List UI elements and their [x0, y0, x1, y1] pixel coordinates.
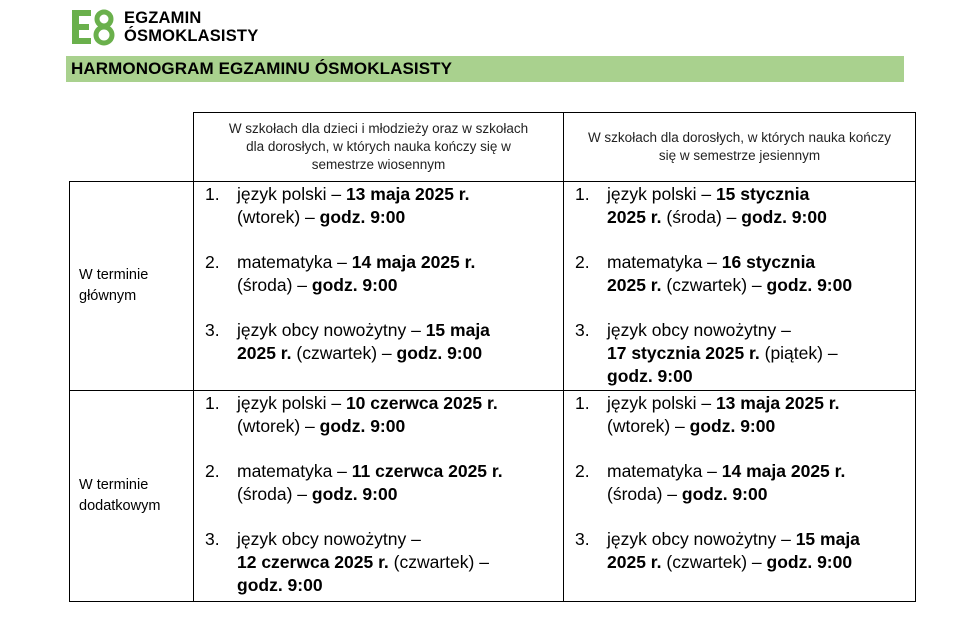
column-header-autumn: W szkołach dla dorosłych, w których nauka kończy się w semestrze jesiennym: [564, 113, 916, 182]
page-title: HARMONOGRAM EGZAMINU ÓSMOKLASISTY: [71, 59, 453, 78]
list-item: 3. język obcy nowożytny – 15 maja 2025 r. (czwartek) – godz. 9:00: [205, 320, 490, 363]
list-item: 1. język polski – 15 stycznia 2025 r. (środa) – godz. 9:00: [575, 184, 827, 227]
list-item: 3. język obcy nowożytny – 17 stycznia 2025 r. (piątek) – godz. 9:00: [575, 320, 838, 386]
logo-text: [124, 9, 258, 45]
column-header-spring: W szkołach dla dzieci i młodzieży oraz w szkołach dla dorosłych, w których nauka kończy się w semestrze wiosennym: [194, 113, 564, 182]
table-row: [70, 182, 916, 391]
additional-spring-cell: [194, 391, 564, 602]
list-item: 2. matematyka – 14 maja 2025 r. (środa) – godz. 9:00: [575, 461, 846, 504]
list-item: 1. język polski – 13 maja 2025 r. (wtorek) – godz. 9:00: [575, 393, 840, 436]
list-item: 1. język polski – 13 maja 2025 r. (wtorek) – godz. 9:00: [205, 184, 470, 227]
additional-autumn-cell: [564, 391, 916, 602]
e8-logo-icon: [70, 8, 118, 46]
main-spring-cell: [194, 182, 564, 391]
list-item: 3. język obcy nowożytny – 12 czerwca 2025 r. (czwartek) – godz. 9:00: [205, 529, 489, 595]
list-item: 2. matematyka – 16 stycznia 2025 r. (czwartek) – godz. 9:00: [575, 252, 853, 295]
row-label-main: W terminie głównym: [70, 182, 194, 391]
list-item: 1. język polski – 10 czerwca 2025 r. (wtorek) – godz. 9:00: [205, 393, 498, 436]
logo-line-1: EGZAMIN: [124, 9, 202, 27]
logo: [70, 8, 258, 46]
list-item: 2. matematyka – 11 czerwca 2025 r. (środa) – godz. 9:00: [205, 461, 503, 504]
title-banner: [66, 56, 904, 82]
schedule-table: [69, 112, 916, 602]
header-row: [70, 113, 916, 182]
main-autumn-cell: [564, 182, 916, 391]
corner-cell: [70, 113, 194, 182]
row-label-additional: W terminie dodatkowym: [70, 391, 194, 602]
logo-line-2: ÓSMOKLASISTY: [124, 27, 259, 45]
list-item: 3. język obcy nowożytny – 15 maja 2025 r. (czwartek) – godz. 9:00: [575, 529, 860, 572]
table-row: [70, 391, 916, 602]
list-item: 2. matematyka – 14 maja 2025 r. (środa) – godz. 9:00: [205, 252, 476, 295]
